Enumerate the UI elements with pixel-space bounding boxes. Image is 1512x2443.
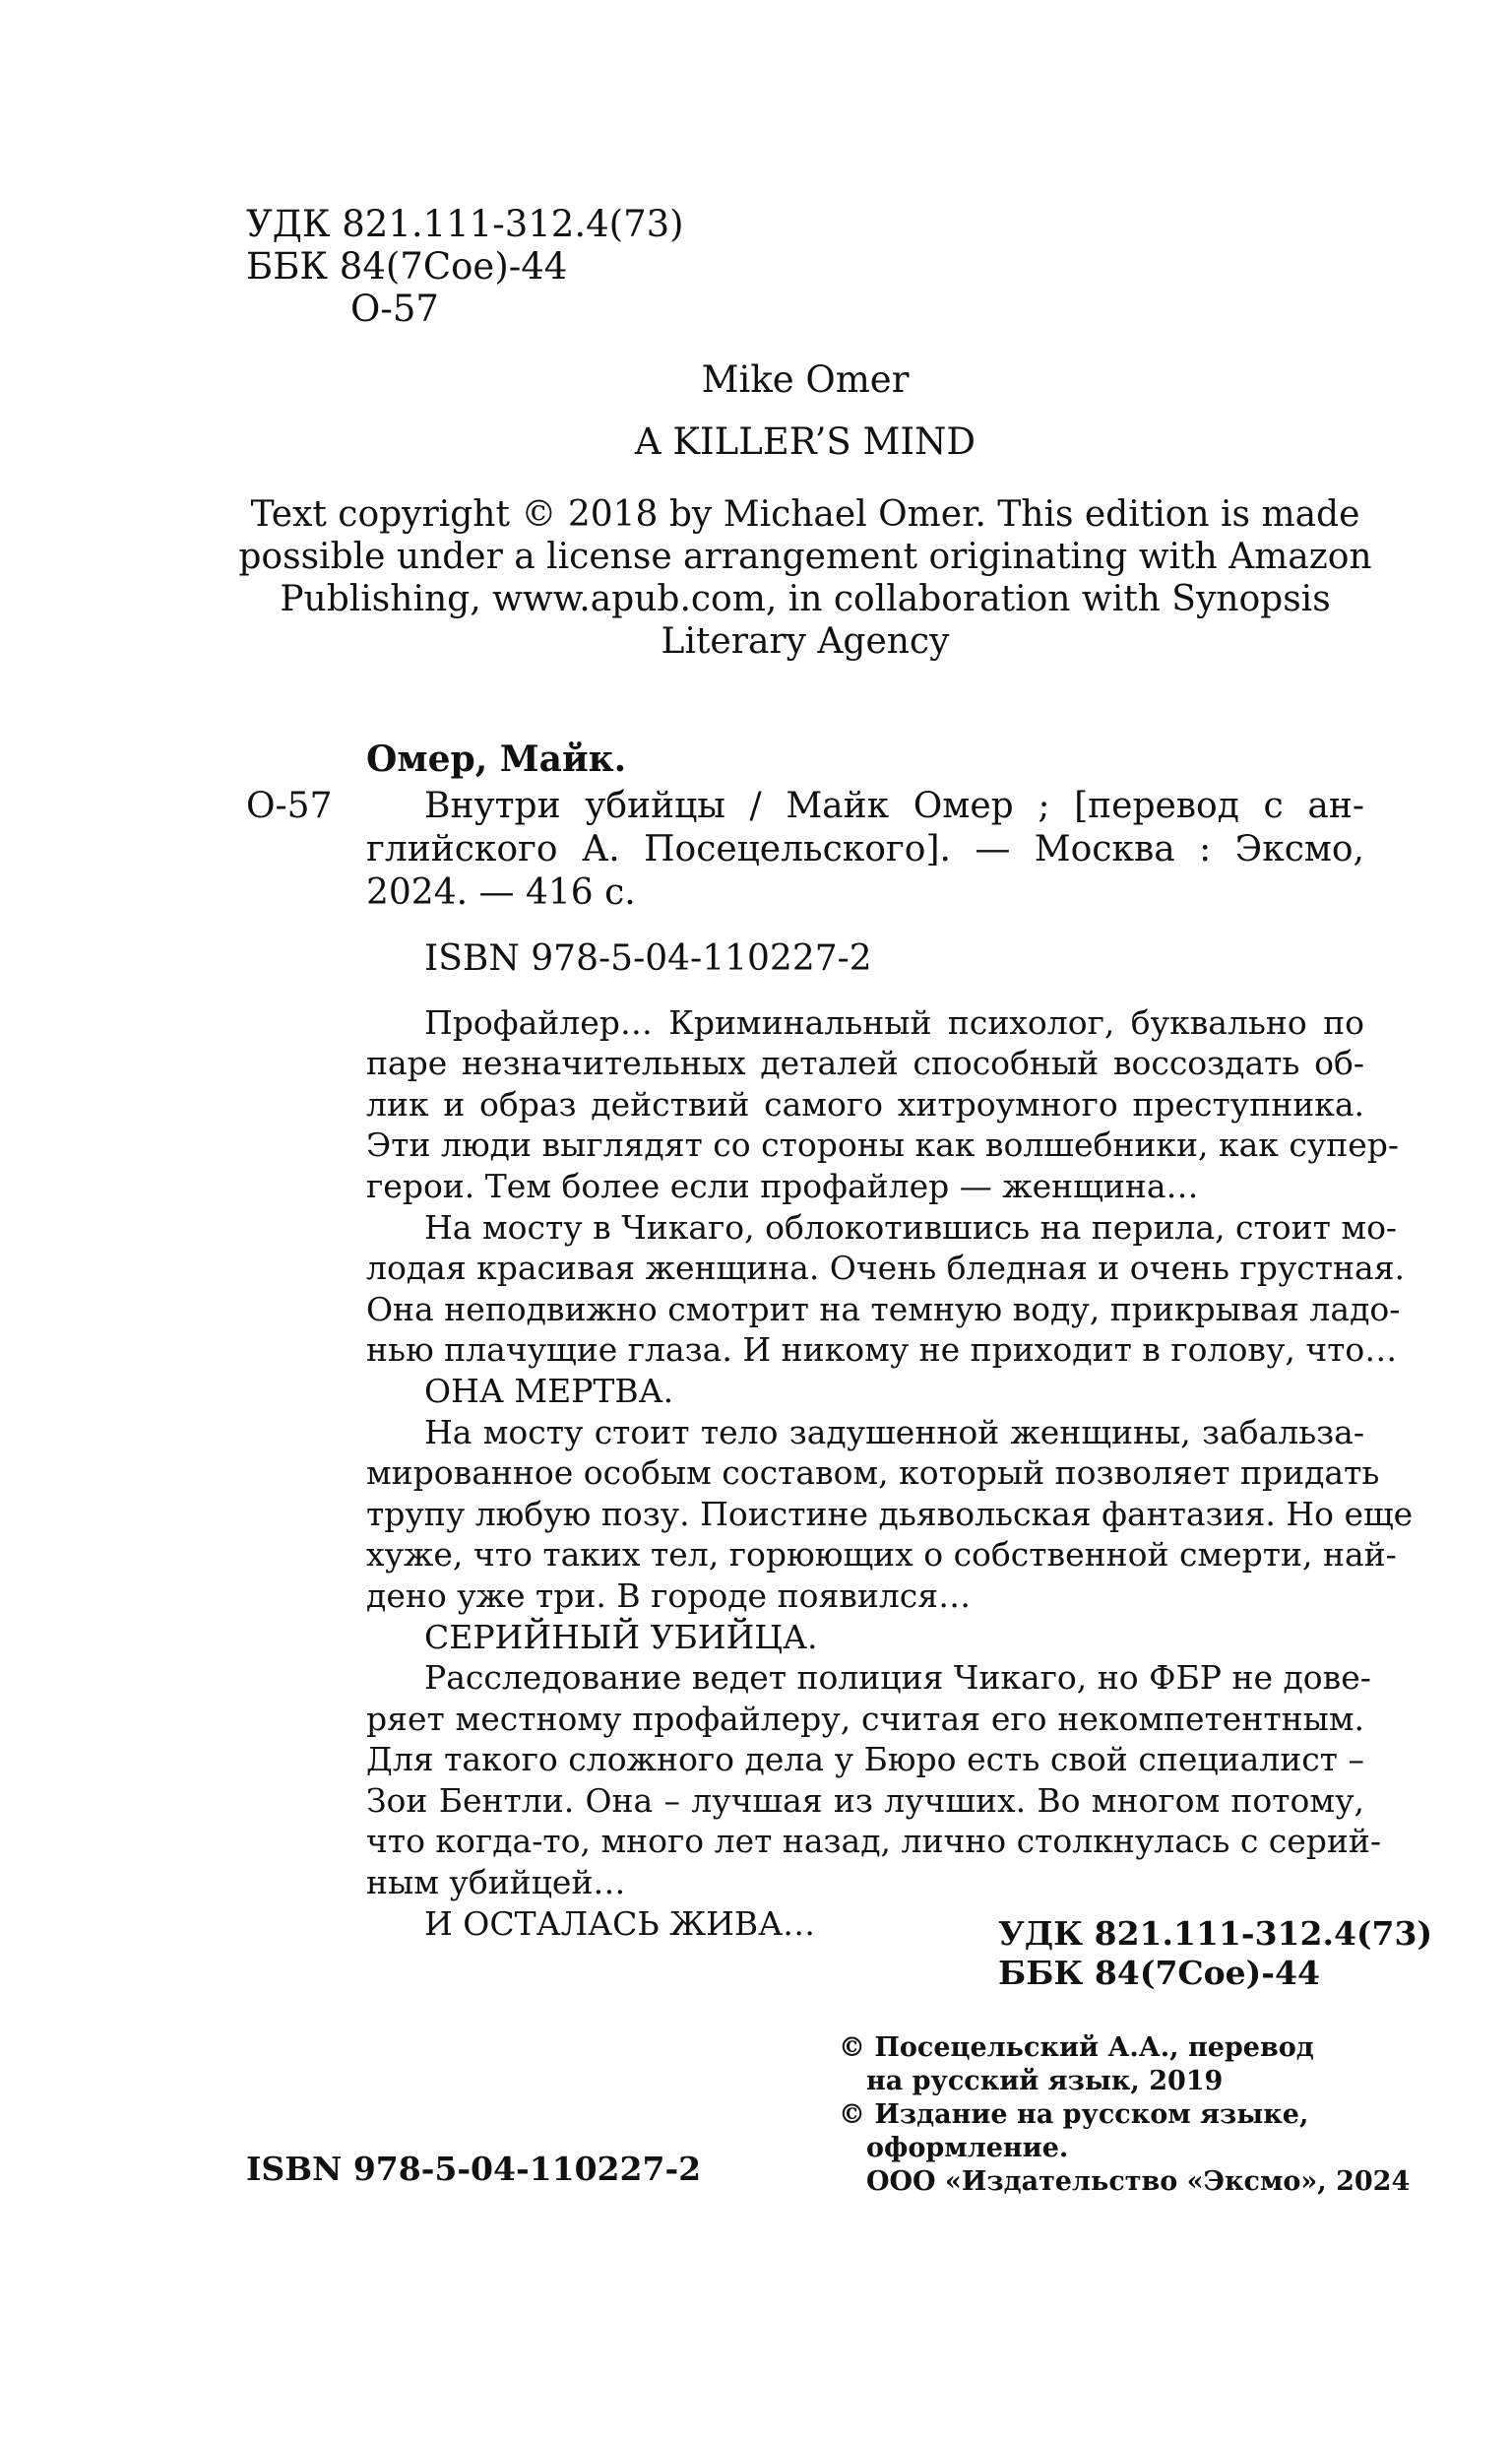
record-author-mark: О-57 (246, 786, 333, 826)
annotation-line: СЕРИЙНЫЙ УБИЙЦА. (424, 1618, 818, 1656)
annotation-line: Эти люди выглядят со стороны как волшебники, как супер- (366, 1125, 1400, 1164)
record-heading: Омер, Майк. (366, 739, 627, 780)
footer-udk-code: УДК 821.111-312.4(73) (998, 1914, 1433, 1953)
footer-isbn: ISBN 978-5-04-110227-2 (246, 2150, 702, 2188)
annotation-line: нью плачущие глаза. И никому не приходит в голову, что… (366, 1330, 1398, 1369)
footer-copyright-line: ООО «Издательство «Эксмо», 2024 (866, 2166, 1411, 2197)
original-author: Mike Omer (701, 358, 910, 401)
annotation-line: Она неподвижно смотрит на темную воду, прикрывая ладо- (366, 1290, 1401, 1328)
annotation-line: дено уже три. В городе появился… (366, 1576, 972, 1615)
annotation-line: лодая красивая женщина. Очень бледная и очень грустная. (366, 1249, 1406, 1287)
annotation-line: герои. Тем более если профайлер — женщина… (366, 1167, 1199, 1205)
annotation-line: Профайлер… Криминальный психолог, буквально по (424, 1003, 1364, 1042)
annotation-line: мированное особым составом, который позволяет придать (366, 1453, 1380, 1492)
annotation-line: лик и образ действий самого хитроумного преступника. (366, 1085, 1364, 1124)
bbk-code: ББК 84(7Сое)-44 (246, 245, 568, 288)
footer-bbk-code: ББК 84(7Сое)-44 (998, 1954, 1320, 1992)
annotation-line: хуже, что таких тел, горюющих о собственной смерти, най- (366, 1535, 1397, 1574)
original-title: A KILLER’S MIND (634, 420, 976, 463)
original-copyright-line-4: Literary Agency (661, 621, 950, 662)
annotation-line: Зои Бентли. Она – лучшая из лучших. Во многом потому, (366, 1781, 1364, 1820)
annotation-line: трупу любую позу. Поистине дьявольская фантазия. Но еще (366, 1495, 1414, 1533)
original-copyright-line-1: Text copyright © 2018 by Michael Omer. This edition is made (250, 494, 1360, 535)
annotation-line: Для такого сложного дела у Бюро есть свой специалист – (366, 1740, 1364, 1778)
annotation-line: Расследование ведет полиция Чикаго, но ФБР не дове- (424, 1658, 1371, 1697)
annotation-line: На мосту стоит тело задушенной женщины, забальза- (424, 1413, 1364, 1451)
original-copyright-line-3: Publishing, www.apub.com, in collaboration with Synopsis (280, 579, 1331, 619)
record-isbn: ISBN 978-5-04-110227-2 (424, 938, 872, 979)
annotation-line: И ОСТАЛАСЬ ЖИВА… (424, 1904, 816, 1943)
annotation-line: ОНА МЕРТВА. (424, 1372, 674, 1410)
annotation-line: ряет местному профайлеру, считая его некомпетентным. (366, 1700, 1364, 1738)
record-desc-line-1: Внутри убийцы / Майк Омер ; [перевод с ан- (424, 786, 1364, 826)
annotation-line: что когда-то, много лет назад, лично столкнулась с серий- (366, 1822, 1382, 1860)
annotation-line: паре незначительных деталей способный воссоздать об- (366, 1044, 1364, 1082)
footer-copyright-line: на русский язык, 2019 (866, 2066, 1224, 2096)
footer-copyright-line: оформление. (866, 2133, 1069, 2163)
annotation-line: ным убийцей… (366, 1863, 626, 1901)
footer-copyright-line: © Издание на русском языке, (839, 2099, 1309, 2130)
original-copyright-line-2: possible under a license arrangement originating with Amazon (238, 537, 1372, 577)
record-desc-line-3: 2024. — 416 с. (366, 872, 636, 913)
author-mark: О-57 (350, 288, 439, 330)
record-desc-line-2: глийского А. Посецельского]. — Москва : Эксмо, (366, 829, 1364, 869)
annotation-line: На мосту в Чикаго, облокотившись на перила, стоит мо- (424, 1208, 1398, 1247)
udk-code: УДК 821.111-312.4(73) (246, 203, 684, 245)
footer-copyright-line: © Посецельский А.А., перевод (839, 2032, 1314, 2063)
